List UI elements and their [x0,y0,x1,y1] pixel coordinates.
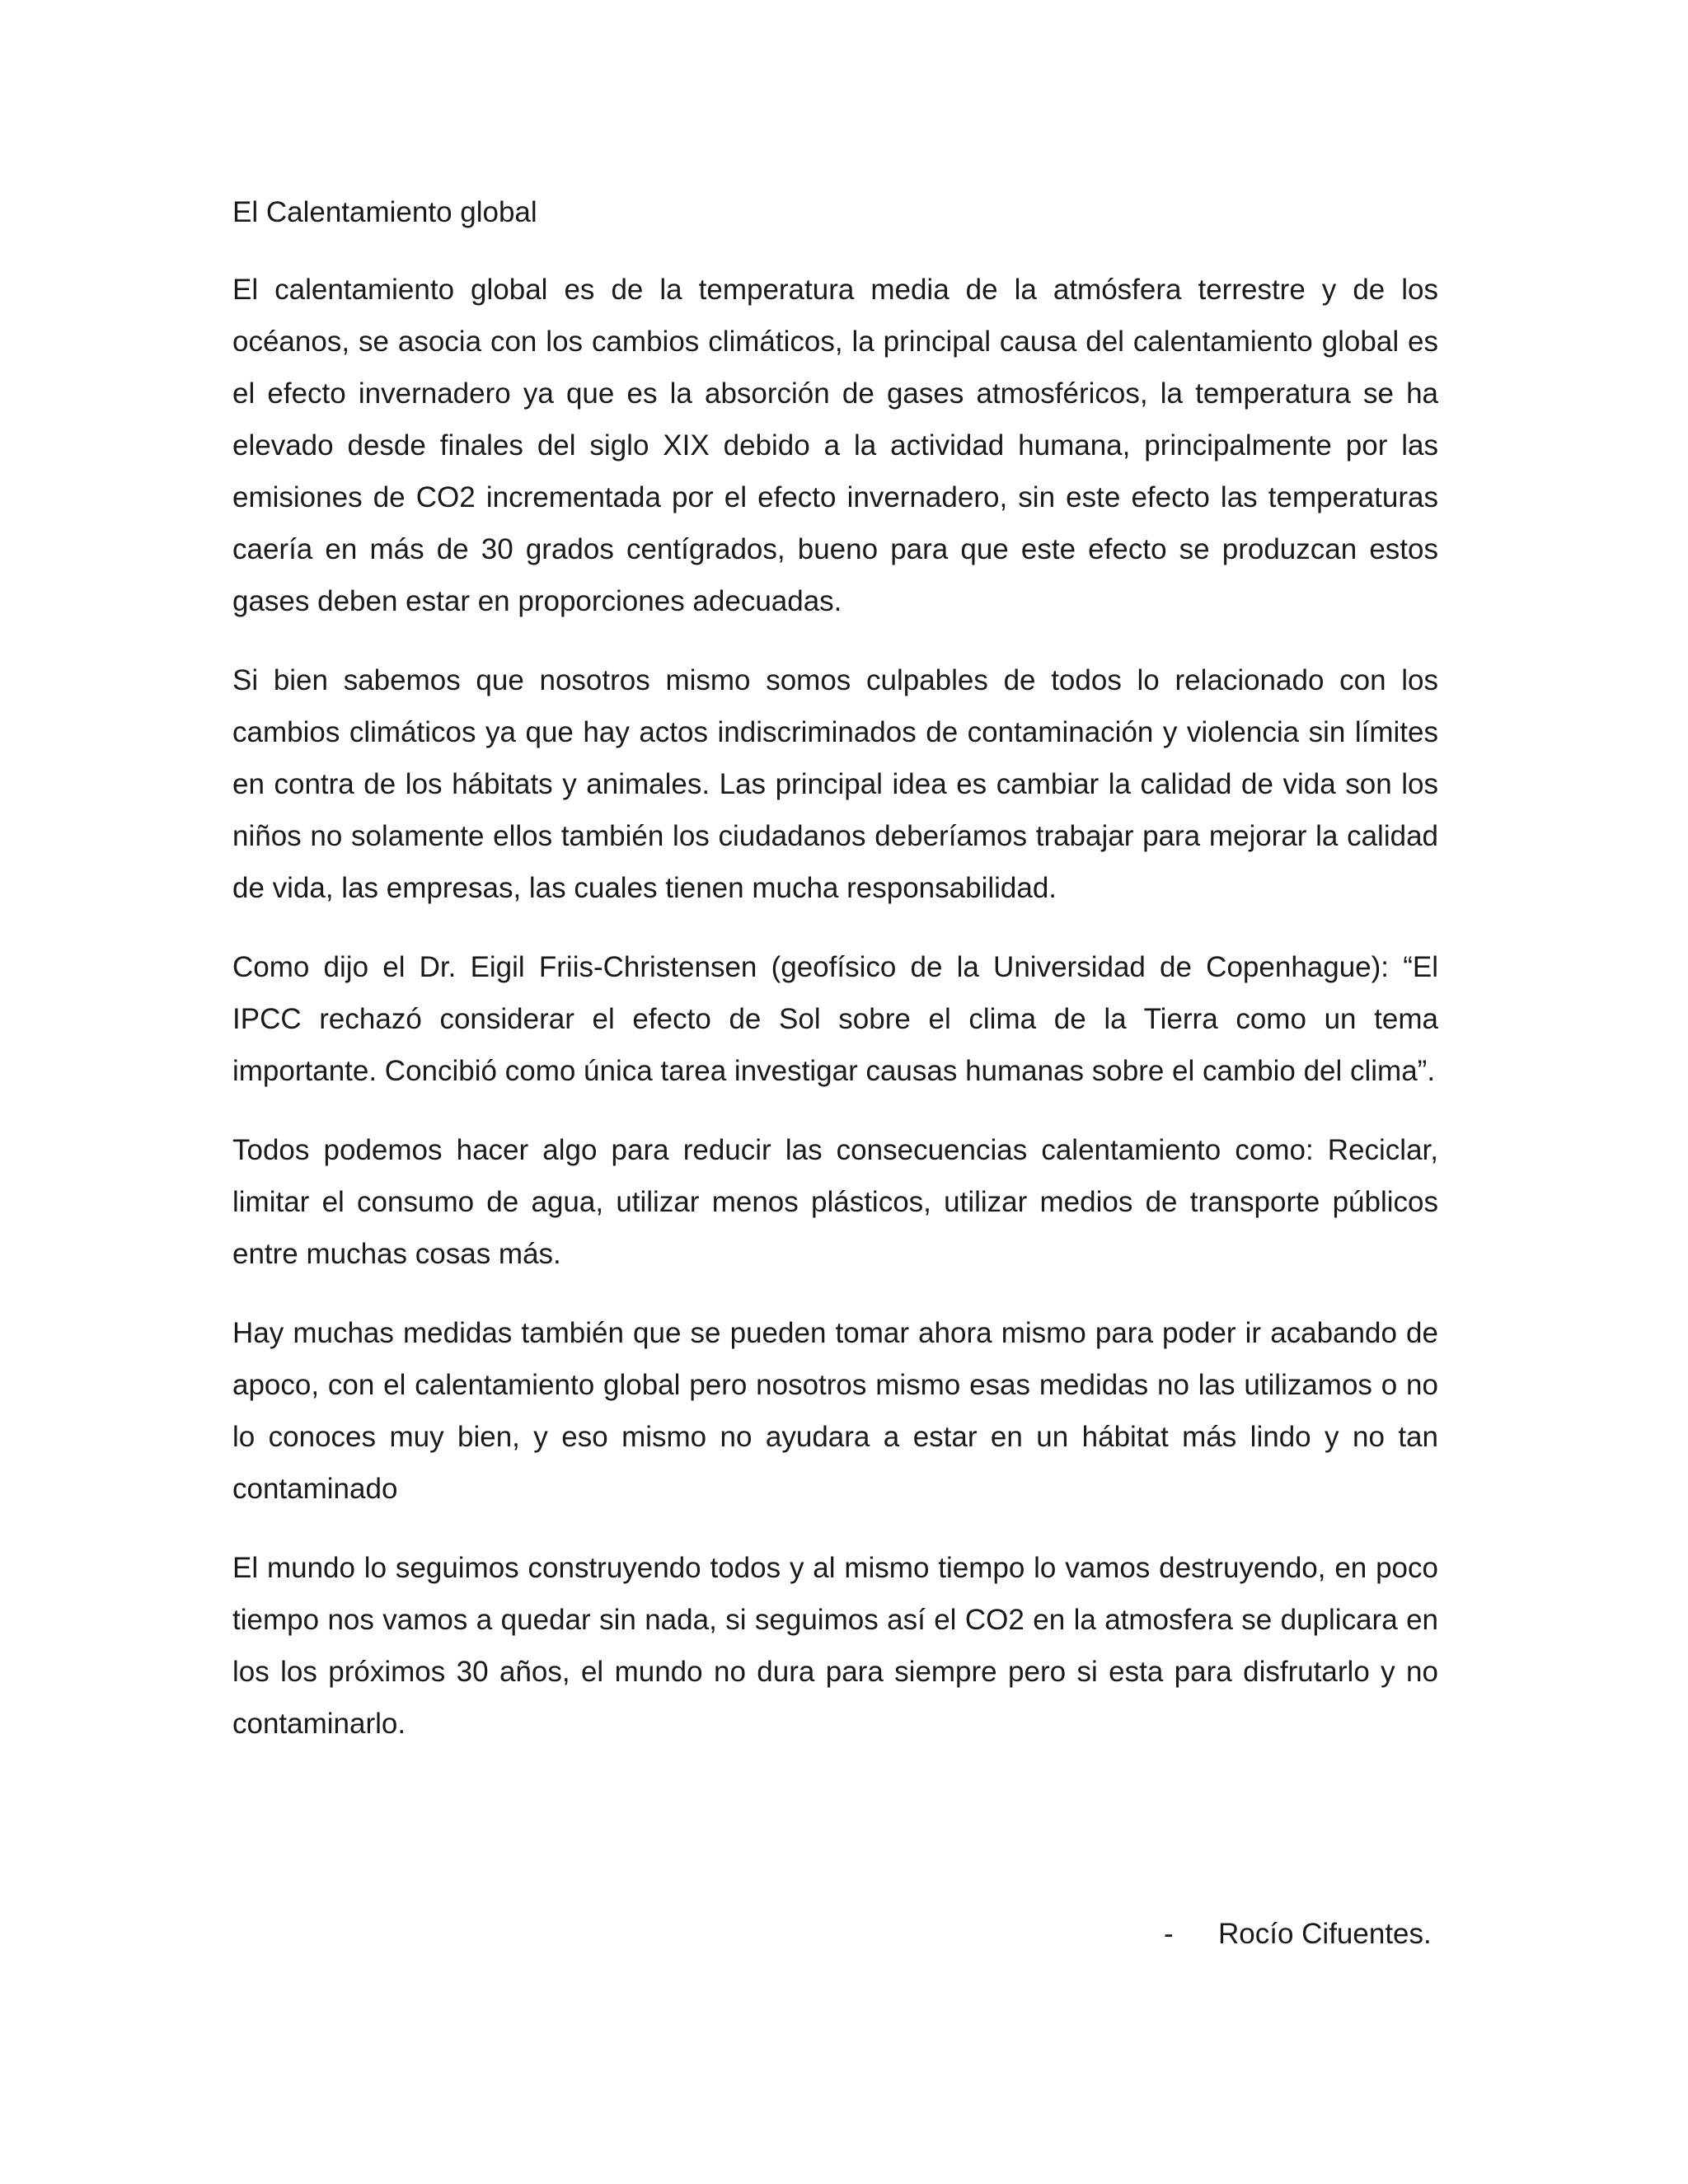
paragraph-2: Si bien sabemos que nosotros mismo somos culpables de todos lo relacionado con los cambios climáticos ya que hay actos indiscriminados de contaminación y violencia sin límites en contra de los hábitats y animales. Las principal idea es cambiar la calidad de vida son los niños no solamente ellos también los ciudadanos deberíamos trabajar para mejorar la calidad de vida, las empresas, las cuales tienen mucha responsabilidad. [232,664,1438,904]
document-title: El Calentamiento global [232,196,537,228]
paragraph-4: Todos podemos hacer algo para reducir las consecuencias calentamiento como: Reciclar, limitar el consumo de agua, utilizar menos plásticos, utilizar medios de transporte públicos entre muchas cosas más. [232,1134,1438,1270]
paragraph-5: Hay muchas medidas también que se pueden tomar ahora mismo para poder ir acabando de apoco, con el calentamiento global pero nosotros mismo esas medidas no las utilizamos o no lo conoces muy bien, y eso mismo no ayudara a estar en un hábitat más lindo y no tan contaminado [232,1317,1438,1505]
paragraph-3: Como dijo el Dr. Eigil Friis-Christensen (geofísico de la Universidad de Copenhague): “El IPCC rechazó considerar el efecto de Sol sobre el clima de la Tierra como un tema importante. Concibió como única tarea investigar causas humanas sobre el cambio del clima”. [232,951,1438,1087]
paragraph-6: El mundo lo seguimos construyendo todos y al mismo tiempo lo vamos destruyendo, en poco tiempo nos vamos a quedar sin nada, si seguimos así el CO2 en la atmosfera se duplicara en los los próximos 30 años, el mundo no dura para siempre pero si esta para disfrutarlo y no contaminarlo. [232,1552,1438,1740]
paragraph-1: El calentamiento global es de la temperatura media de la atmósfera terrestre y de los océanos, se asocia con los cambios climáticos, la principal causa del calentamiento global es el efecto invernadero ya que es la absorción de gases atmosféricos, la temperatura se ha elevado desde finales del siglo XIX debido a la actividad humana, principalmente por las emisiones de CO2 incrementada por el efecto invernadero, sin este efecto las temperaturas caería en más de 30 grados centígrados, bueno para que este efecto se produzcan estos gases deben estar en proporciones adecuadas. [232,274,1438,617]
document-body [232,186,1438,1750]
signature-dash: - [1164,1918,1174,1950]
author-name: Rocío Cifuentes. [1218,1918,1432,1950]
author-signature [1164,1908,1432,1960]
